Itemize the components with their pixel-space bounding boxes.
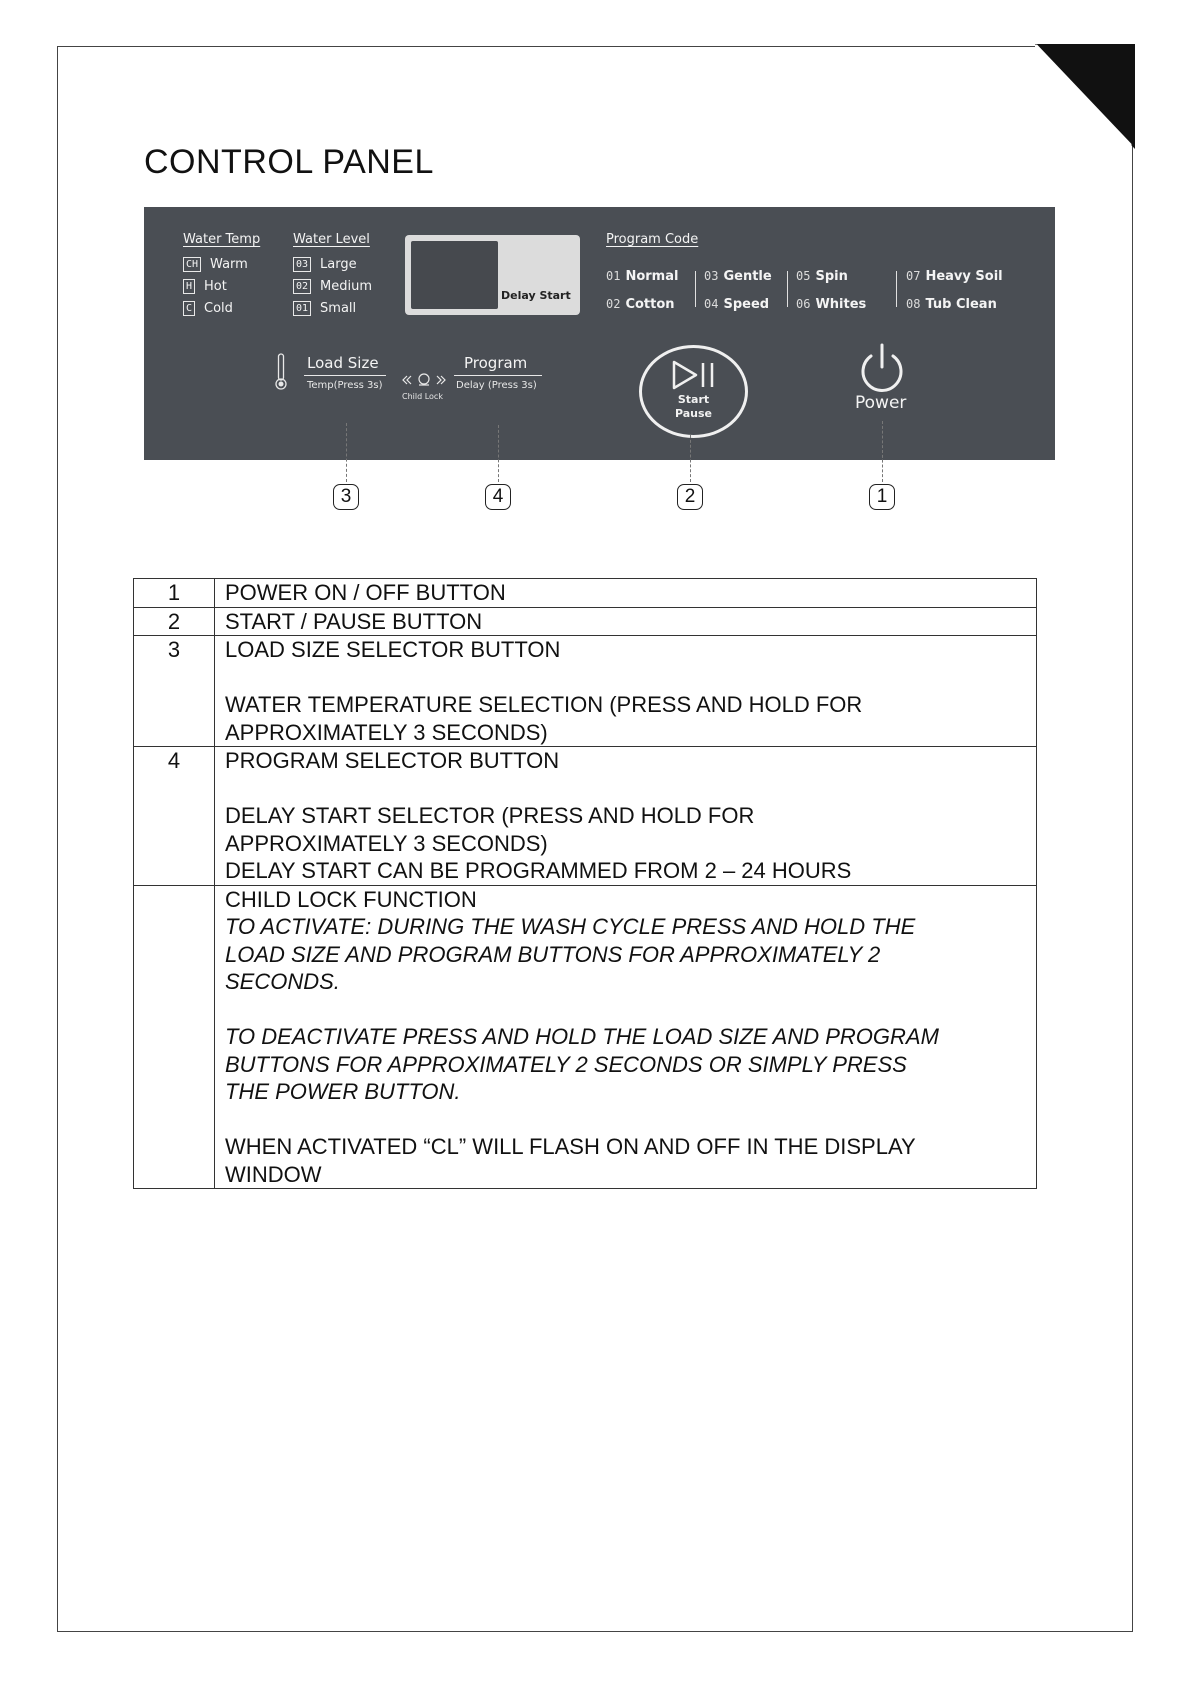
water-temp-option (183, 279, 227, 294)
program-code-item (906, 297, 997, 312)
flash-line: WINDOW (225, 1161, 322, 1187)
table-row (134, 885, 1037, 1189)
description-line: DELAY START SELECTOR (PRESS AND HOLD FOR (225, 803, 755, 828)
program-code-heading: Program Code (606, 232, 699, 247)
program-code-number: 08 (906, 297, 921, 311)
description-line: LOAD SIZE SELECTOR BUTTON (225, 637, 561, 662)
program-code-item (906, 269, 1003, 284)
row-number: 2 (134, 607, 215, 636)
flash-line: WHEN ACTIVATED “CL” WILL FLASH ON AND OFF IN THE DISPLAY (225, 1134, 916, 1159)
program-code-label: Tub Clean (925, 297, 997, 312)
program-code-item (796, 297, 866, 312)
program-code-item (704, 297, 769, 312)
option-label: Hot (204, 279, 227, 294)
description-line: APPROXIMATELY 3 SECONDS) (225, 830, 548, 856)
program-code-label: Whites (815, 297, 867, 312)
water-level-option (293, 301, 356, 316)
program-code-number: 07 (906, 269, 921, 283)
option-label: Warm (210, 257, 248, 272)
pause-label: Pause (674, 407, 713, 420)
program-sub-label: Delay (Press 3s) (456, 380, 537, 391)
program-code-number: 03 (704, 269, 719, 283)
description-line: START / PAUSE BUTTON (225, 608, 483, 634)
child-lock-icon (401, 372, 447, 388)
row-description (215, 607, 1037, 636)
start-label: Start (677, 393, 710, 406)
program-code-item (606, 269, 678, 284)
option-label: Cold (204, 301, 233, 316)
program-code-label: Gentle (723, 269, 772, 284)
program-code-label: Speed (723, 297, 770, 312)
program-underline (454, 375, 542, 376)
deactivate-line: THE POWER BUTTON. (225, 1079, 461, 1104)
water-level-heading: Water Level (293, 232, 370, 247)
row-number: 1 (134, 579, 215, 608)
option-label: Medium (320, 279, 373, 294)
lcd-screen (411, 241, 498, 309)
program-code-number: 02 (606, 297, 621, 311)
page-title: CONTROL PANEL (144, 143, 434, 181)
segment-code: 02 (293, 279, 311, 294)
segment-code: 01 (293, 301, 311, 316)
child-lock-label: Child Lock (402, 392, 443, 401)
water-temp-option (183, 257, 248, 272)
power-icon[interactable] (858, 342, 906, 392)
segment-code: CH (183, 257, 201, 272)
control-description-table (133, 578, 1037, 1189)
program-code-label: Spin (815, 269, 848, 284)
table-row (134, 636, 1037, 747)
program-code-number: 05 (796, 269, 811, 283)
row-number: 4 (134, 747, 215, 886)
description-line: PROGRAM SELECTOR BUTTON (225, 748, 560, 773)
row-number (134, 885, 215, 1189)
load-size-sub-label: Temp(Press 3s) (307, 380, 383, 391)
activate-line: SECONDS. (225, 969, 340, 994)
program-code-number: 06 (796, 297, 811, 311)
callout-2: 2 (677, 484, 703, 510)
water-level-option (293, 257, 357, 272)
program-code-label: Normal (625, 269, 679, 284)
segment-code: H (183, 279, 195, 294)
water-level-option (293, 279, 372, 294)
thermometer-icon (275, 353, 287, 391)
load-size-button[interactable]: Load Size (307, 354, 379, 372)
program-button[interactable]: Program (464, 354, 528, 372)
program-code-item (704, 269, 772, 284)
table-row (134, 607, 1037, 636)
delay-start-indicator: Delay Start (501, 289, 571, 302)
callout-1: 1 (869, 484, 895, 510)
deactivate-line: BUTTONS FOR APPROXIMATELY 2 SECONDS OR SIMPLY PRESS (225, 1051, 907, 1077)
row-description (215, 579, 1037, 608)
power-label: Power (855, 393, 907, 413)
option-label: Large (320, 257, 357, 272)
row-description (215, 885, 1037, 1189)
program-code-separator (787, 271, 788, 307)
program-code-number: 04 (704, 297, 719, 311)
callout-leader (346, 423, 347, 482)
description-line: WATER TEMPERATURE SELECTION (PRESS AND HOLD FOR (225, 692, 863, 717)
water-temp-heading: Water Temp (183, 232, 261, 247)
start-pause-button[interactable] (639, 345, 748, 438)
program-code-label: Heavy Soil (925, 269, 1003, 284)
deactivate-line: TO DEACTIVATE PRESS AND HOLD THE LOAD SIZE AND PROGRAM (225, 1024, 939, 1049)
display-window (405, 235, 580, 315)
callout-leader (882, 421, 883, 482)
program-code-item (606, 297, 675, 312)
program-code-number: 01 (606, 269, 621, 283)
program-code-label: Cotton (625, 297, 675, 312)
control-panel-image (144, 207, 1055, 460)
child-lock-heading: CHILD LOCK FUNCTION (225, 886, 477, 912)
row-number: 3 (134, 636, 215, 747)
page-corner-mark (1035, 44, 1135, 149)
water-temp-option (183, 301, 233, 316)
table-row (134, 579, 1037, 608)
description-line: APPROXIMATELY 3 SECONDS) (225, 719, 548, 745)
callout-3: 3 (333, 484, 359, 510)
activate-line: TO ACTIVATE: DURING THE WASH CYCLE PRESS AND HOLD THE (225, 914, 916, 939)
table-row (134, 747, 1037, 886)
play-pause-icon (671, 359, 717, 391)
description-line: POWER ON / OFF BUTTON (225, 580, 506, 605)
callout-leader (498, 425, 499, 482)
load-size-underline (304, 375, 386, 376)
description-line: DELAY START CAN BE PROGRAMMED FROM 2 – 24 HOURS (225, 858, 852, 883)
activate-line: LOAD SIZE AND PROGRAM BUTTONS FOR APPROXIMATELY 2 (225, 941, 881, 967)
callout-leader (690, 435, 691, 482)
callout-4: 4 (485, 484, 511, 510)
option-label: Small (320, 301, 357, 316)
program-code-separator (695, 271, 696, 307)
row-description (215, 747, 1037, 886)
segment-code: C (183, 301, 195, 316)
segment-code: 03 (293, 257, 311, 272)
program-code-separator (896, 271, 897, 307)
program-code-item (796, 269, 848, 284)
row-description (215, 636, 1037, 747)
